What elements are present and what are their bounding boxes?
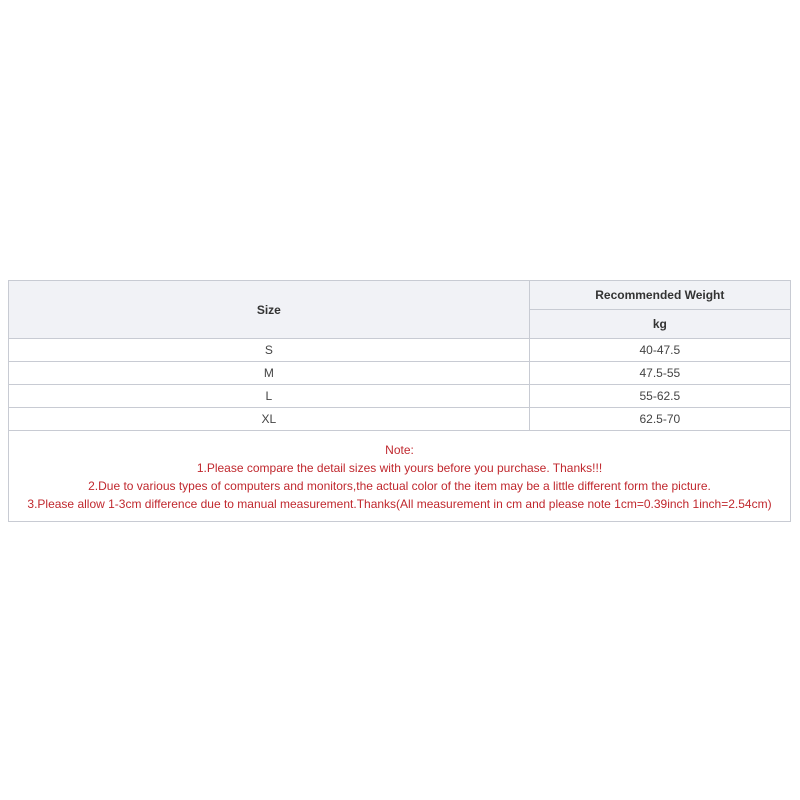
table-row bbox=[9, 339, 791, 362]
note-line-3: 3.Please allow 1-3cm difference due to manual measurement.Thanks(All measurement in cm and please note 1cm=0.39inch 1inch=2.54cm) bbox=[27, 497, 772, 511]
table-row bbox=[9, 385, 791, 408]
header-row bbox=[9, 281, 791, 310]
note-line-1: 1.Please compare the detail sizes with yours before you purchase. Thanks!!! bbox=[196, 461, 603, 475]
weight-cell: 47.5-55 bbox=[529, 362, 790, 385]
size-chart-table bbox=[8, 280, 791, 522]
table-row bbox=[9, 408, 791, 431]
size-cell: XL bbox=[9, 408, 530, 431]
weight-cell: 55-62.5 bbox=[529, 385, 790, 408]
notes-cell bbox=[9, 431, 791, 522]
weight-cell: 62.5-70 bbox=[529, 408, 790, 431]
note-line-2: 2.Due to various types of computers and monitors,the actual color of the item may be a little different form the picture. bbox=[88, 479, 711, 493]
weight-unit-header: kg bbox=[529, 310, 790, 339]
size-cell: M bbox=[9, 362, 530, 385]
table-row bbox=[9, 362, 791, 385]
size-cell: L bbox=[9, 385, 530, 408]
notes-row bbox=[9, 431, 791, 522]
size-header: Size bbox=[9, 281, 530, 339]
recommended-weight-header: Recommended Weight bbox=[529, 281, 790, 310]
note-title: Note: bbox=[385, 443, 414, 457]
weight-cell: 40-47.5 bbox=[529, 339, 790, 362]
size-cell: S bbox=[9, 339, 530, 362]
